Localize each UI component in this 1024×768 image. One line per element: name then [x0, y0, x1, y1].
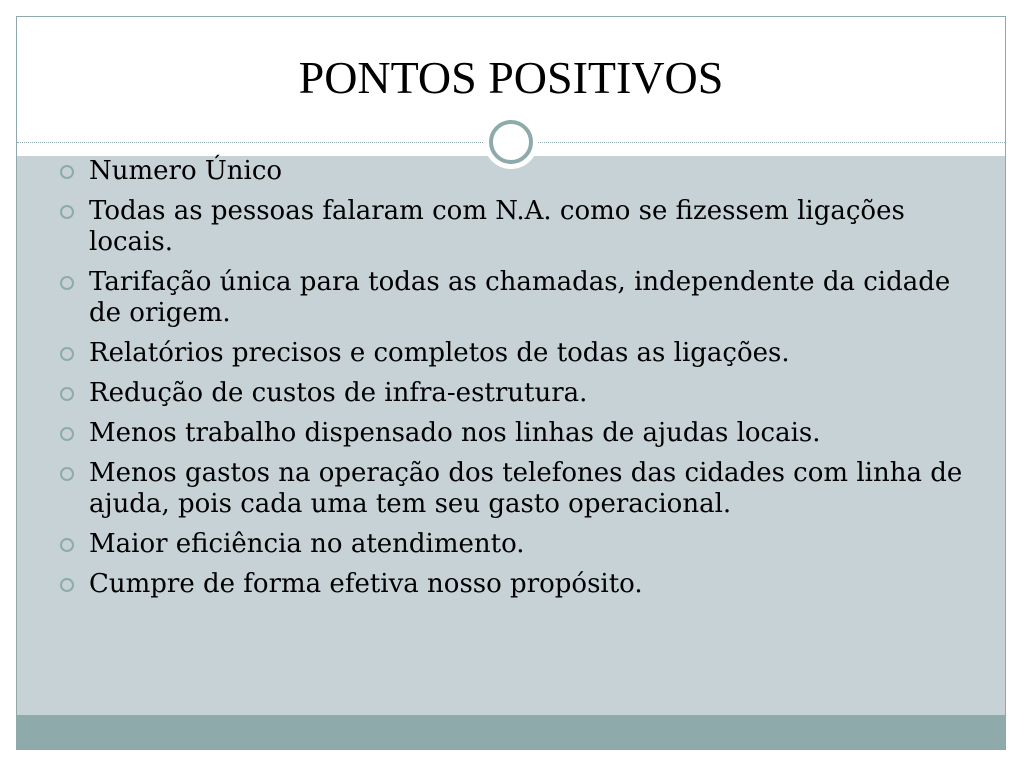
list-item [60, 418, 970, 449]
bullet-text: Todas as pessoas falaram com N.A. como se fizessem ligações locais. [89, 196, 905, 257]
bullet-text: Menos trabalho dispensado nos linhas de ajudas locais. [89, 418, 821, 448]
list-item [60, 156, 970, 187]
list-item [60, 196, 970, 258]
bullet-circle-icon [60, 427, 74, 441]
list-item [60, 338, 970, 369]
list-item [60, 569, 970, 600]
slide-title: PONTOS POSITIVOS [298, 52, 724, 103]
bullet-text: Cumpre de forma efetiva nosso propósito. [89, 569, 643, 599]
bullet-text: Maior eficiência no atendimento. [89, 529, 525, 559]
bullet-circle-icon [60, 538, 74, 552]
bullet-text: Relatórios precisos e completos de todas as ligações. [89, 338, 790, 368]
bullet-text: Numero Único [89, 156, 283, 186]
bullet-list [60, 156, 970, 609]
bullet-text: Tarifação única para todas as chamadas, independente da cidade de origem. [89, 267, 951, 328]
bullet-circle-icon [60, 467, 74, 481]
bullet-circle-icon [60, 165, 74, 179]
bullet-text: Menos gastos na operação dos telefones das cidades com linha de ajuda, pois cada uma tem seu gasto operacional. [89, 458, 963, 519]
footer-band [17, 715, 1005, 749]
bullet-text: Redução de custos de infra-estrutura. [89, 378, 588, 408]
bullet-circle-icon [60, 276, 74, 290]
bullet-circle-icon [60, 205, 74, 219]
list-item [60, 267, 970, 329]
list-item [60, 378, 970, 409]
bullet-circle-icon [60, 347, 74, 361]
list-item [60, 458, 970, 520]
bullet-circle-icon [60, 578, 74, 592]
list-item [60, 529, 970, 560]
bullet-circle-icon [60, 387, 74, 401]
